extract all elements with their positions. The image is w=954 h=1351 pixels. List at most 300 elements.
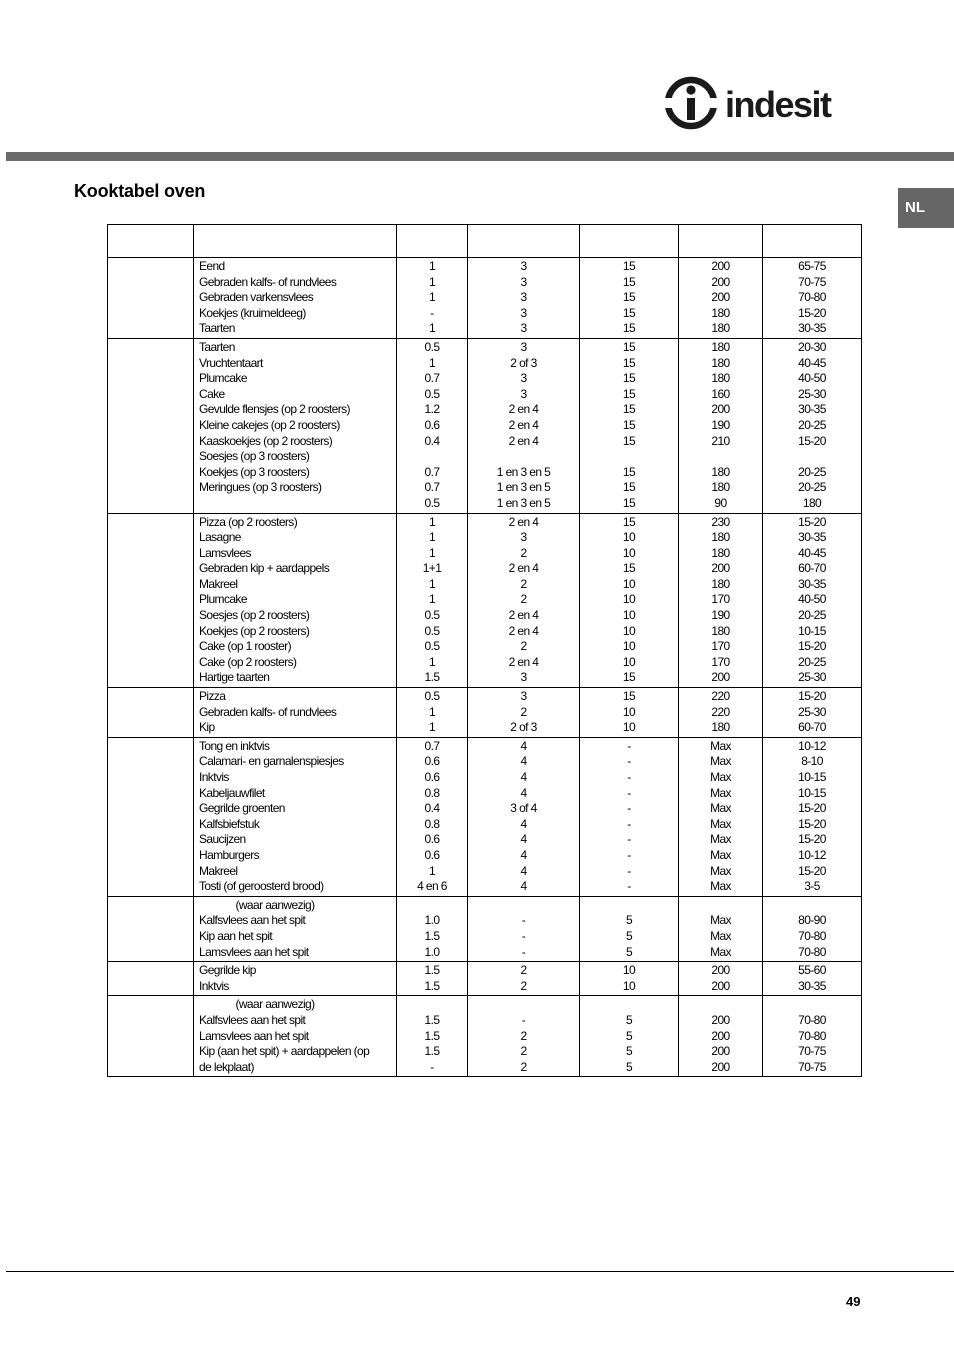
temperature-cell: [679, 996, 763, 1077]
weight-cell: [397, 737, 468, 896]
weight-value: 0.6: [424, 832, 440, 847]
rack-value: 2: [520, 639, 527, 654]
rack-value: 2: [520, 1044, 527, 1059]
time-value: 60-70: [798, 720, 826, 735]
preheat-value: -: [627, 770, 631, 784]
weight-value: 1: [428, 514, 436, 529]
rack-value: 3: [520, 305, 527, 320]
rack-value: 1 en 3 en 5: [496, 464, 551, 479]
preheat-cell: [580, 896, 679, 961]
rack-value: 4: [520, 847, 527, 862]
food-cell: [194, 737, 397, 896]
preheat-value: 15: [622, 402, 636, 417]
preheat-value: 10: [622, 545, 636, 560]
page-number: 49: [846, 1294, 861, 1309]
rack-cell: [468, 513, 580, 688]
food-cell: [194, 513, 397, 688]
temperature-value: 160: [711, 386, 730, 401]
preheat-value: 5: [625, 1044, 633, 1059]
weight-value: 0.6: [424, 754, 440, 769]
food-name: Pizza: [199, 689, 226, 704]
spacer: [397, 997, 467, 1013]
food-cell: [194, 258, 397, 339]
weight-value: 1: [428, 863, 436, 878]
rack-cell: [468, 338, 580, 513]
weight-cell: [397, 996, 468, 1077]
food-name: Cake: [199, 386, 225, 401]
time-value: 30-35: [798, 530, 826, 545]
rack-value: 2: [520, 1059, 527, 1074]
time-cell: [763, 996, 862, 1077]
time-value: 55-60: [798, 963, 826, 978]
temperature-value: 200: [711, 1028, 730, 1043]
food-name: Hartige taarten: [199, 670, 270, 685]
time-value: 70-80: [798, 290, 826, 305]
time-value: 15-20: [798, 689, 826, 704]
time-value: 25-30: [798, 386, 826, 401]
weight-cell: [397, 258, 468, 339]
weight-value: 0.6: [424, 847, 440, 862]
time-value: 40-50: [798, 592, 826, 607]
header-cell: [108, 225, 194, 258]
rack-value: 4: [520, 754, 527, 769]
time-value: 15-20: [798, 433, 826, 448]
temperature-value: 90: [714, 495, 727, 510]
temperature-cell: [679, 896, 763, 961]
preheat-value: 10: [622, 704, 636, 719]
preheat-cell: [580, 338, 679, 513]
temperature-value: 180: [711, 623, 730, 638]
time-value: [763, 449, 861, 465]
table-row: [108, 338, 862, 513]
weight-value: [397, 449, 467, 465]
table-row: [108, 896, 862, 961]
time-value: 30-35: [798, 576, 826, 591]
weight-value: 0.7: [424, 371, 440, 386]
time-cell: [763, 688, 862, 738]
spacer: [763, 997, 861, 1013]
rack-cell: [468, 962, 580, 996]
temperature-value: 210: [711, 433, 730, 448]
rack-value: -: [521, 913, 526, 928]
food-name: Gebraden kip + aardappels: [199, 561, 330, 576]
time-value: 10-15: [798, 785, 826, 800]
time-value: 70-75: [798, 274, 826, 289]
table-row: [108, 258, 862, 339]
food-name: Eend: [199, 259, 225, 273]
rack-value: 2: [520, 963, 527, 978]
rack-value: 4: [520, 785, 527, 800]
weight-value: -: [430, 1059, 434, 1074]
rack-value: 2: [520, 592, 527, 607]
table-header-row: [108, 225, 862, 258]
rack-value: 3: [520, 530, 527, 545]
time-value: 10-12: [798, 738, 826, 753]
weight-value: 1.2: [424, 402, 440, 417]
rack-value: 2: [520, 978, 527, 993]
rack-value: 1 en 3 en 5: [496, 480, 551, 495]
temperature-value: [679, 449, 762, 465]
preheat-value: 15: [622, 321, 636, 336]
preheat-value: -: [627, 847, 631, 862]
preheat-value: 10: [622, 592, 636, 607]
weight-value: 0.4: [424, 433, 440, 448]
food-name: Gebraden kalfs- of rundvlees: [199, 704, 337, 719]
preheat-value: 15: [622, 495, 636, 510]
food-name: de lekplaat): [199, 1059, 254, 1074]
preheat-cell: [580, 737, 679, 896]
temperature-value: 220: [711, 689, 730, 704]
temperature-value: Max: [710, 879, 731, 894]
spacer: [580, 997, 678, 1013]
rack-value: 3: [520, 386, 527, 401]
table-row: [108, 962, 862, 996]
food-name: Calamari- en garnalenspiesjes: [199, 754, 344, 769]
weight-value: 1: [428, 592, 436, 607]
weight-value: 1.5: [424, 928, 440, 943]
preheat-value: 15: [622, 274, 636, 289]
preheat-value: 10: [622, 720, 636, 735]
food-name: Plumcake: [199, 592, 247, 607]
rack-value: [468, 449, 579, 465]
rack-value: 4: [520, 770, 527, 784]
header-cell: [397, 225, 468, 258]
preheat-value: 15: [622, 371, 636, 386]
preheat-value: 10: [622, 963, 636, 978]
time-value: 15-20: [798, 305, 826, 320]
header-cell: [468, 225, 580, 258]
preheat-value: -: [627, 816, 631, 831]
temperature-value: Max: [710, 770, 731, 784]
preheat-value: 15: [622, 339, 636, 354]
food-name: Koekjes (kruimeldeeg): [199, 305, 306, 320]
rack-value: 2 en 4: [508, 608, 539, 623]
rack-value: 2: [520, 576, 527, 591]
weight-value: 4 en 6: [417, 879, 447, 894]
preheat-cell: [580, 688, 679, 738]
mode-cell: [108, 338, 194, 513]
table-row: [108, 996, 862, 1077]
food-name: Kalfsbiefstuk: [199, 816, 260, 831]
rack-value: 4: [520, 738, 527, 753]
time-cell: [763, 737, 862, 896]
temperature-value: 180: [711, 321, 730, 336]
temperature-value: 200: [711, 670, 730, 685]
table-row: [108, 737, 862, 896]
time-value: 70-80: [798, 1012, 826, 1027]
food-name: [194, 496, 396, 512]
mode-cell: [108, 258, 194, 339]
food-name: Saucijzen: [199, 832, 246, 847]
time-value: 15-20: [798, 801, 826, 816]
weight-value: 1: [428, 355, 436, 370]
weight-value: 0.7: [424, 464, 440, 479]
weight-value: 0.8: [424, 785, 440, 800]
cooking-table: [107, 224, 862, 1077]
table-row: [108, 513, 862, 688]
header-cell: [194, 225, 397, 258]
weight-value: 1.5: [424, 1012, 440, 1027]
preheat-value: 15: [622, 417, 636, 432]
rack-value: 2 of 3: [510, 720, 537, 735]
temperature-value: 170: [711, 592, 730, 607]
temperature-value: 200: [711, 978, 730, 993]
food-name: Tosti (of geroosterd brood): [199, 879, 324, 894]
availability-note: (waar aanwezig): [235, 897, 315, 912]
food-name: Soesjes (op 2 roosters): [199, 608, 310, 623]
rack-value: 2 en 4: [508, 402, 539, 417]
weight-value: 0.6: [424, 770, 440, 784]
temperature-value: Max: [710, 928, 731, 943]
time-value: 15-20: [798, 816, 826, 831]
preheat-value: 15: [622, 290, 636, 305]
food-name: Gegrilde groenten: [199, 801, 285, 816]
weight-value: 1.0: [424, 913, 440, 928]
time-cell: [763, 962, 862, 996]
temperature-cell: [679, 513, 763, 688]
food-name: Kaaskoekjes (op 2 roosters): [199, 433, 333, 448]
temperature-cell: [679, 962, 763, 996]
time-value: 20-25: [798, 480, 826, 495]
rack-cell: [468, 896, 580, 961]
mode-cell: [108, 896, 194, 961]
food-name: Kip aan het spit: [199, 928, 273, 943]
temperature-value: Max: [710, 816, 731, 831]
time-value: 40-45: [798, 355, 826, 370]
temperature-value: 200: [711, 963, 730, 978]
food-name: Kabeljauwfilet: [199, 785, 265, 800]
time-cell: [763, 513, 862, 688]
weight-value: 1: [428, 720, 436, 735]
weight-value: 0.6: [424, 417, 440, 432]
rack-value: 4: [520, 879, 527, 894]
preheat-value: 10: [622, 576, 636, 591]
weight-value: 1: [428, 321, 436, 336]
preheat-value: 5: [625, 1012, 633, 1027]
mode-cell: [108, 996, 194, 1077]
weight-value: 0.5: [424, 608, 440, 623]
preheat-cell: [580, 258, 679, 339]
preheat-value: 10: [622, 623, 636, 638]
weight-value: 0.5: [424, 689, 440, 704]
food-cell: [194, 996, 397, 1077]
food-name: Makreel: [199, 576, 238, 591]
temperature-value: Max: [710, 944, 731, 959]
mode-cell: [108, 513, 194, 688]
food-name: Cake (op 2 roosters): [199, 654, 297, 669]
rack-value: 3: [520, 371, 527, 386]
time-value: 30-35: [798, 321, 826, 336]
preheat-value: 15: [622, 386, 636, 401]
spacer: [580, 898, 678, 914]
preheat-value: -: [627, 785, 631, 800]
preheat-value: 15: [622, 480, 636, 495]
preheat-value: 15: [622, 259, 636, 273]
availability-note: (waar aanwezig): [235, 997, 315, 1012]
food-name: Inktvis: [199, 978, 229, 993]
food-name: Gebraden kalfs- of rundvlees: [199, 274, 337, 289]
preheat-value: [580, 449, 678, 465]
rack-value: -: [521, 1012, 526, 1027]
time-value: 20-25: [798, 417, 826, 432]
preheat-value: -: [627, 832, 631, 847]
food-name: Lamsvlees: [199, 545, 251, 560]
weight-cell: [397, 338, 468, 513]
rack-value: 2: [520, 1028, 527, 1043]
time-value: 15-20: [798, 639, 826, 654]
time-value: 25-30: [798, 704, 826, 719]
food-cell: [194, 688, 397, 738]
rack-value: 2 en 4: [508, 433, 539, 448]
weight-value: 0.7: [424, 738, 440, 753]
preheat-value: 15: [622, 670, 636, 685]
time-cell: [763, 338, 862, 513]
weight-value: 0.7: [424, 480, 440, 495]
food-name: Meringues (op 3 roosters): [199, 480, 322, 495]
weight-value: 0.5: [424, 386, 440, 401]
spacer: [679, 898, 762, 914]
weight-value: 1.5: [424, 978, 440, 993]
time-value: 70-80: [798, 928, 826, 943]
preheat-value: 5: [625, 1059, 633, 1074]
weight-value: 1.0: [424, 944, 440, 959]
temperature-value: 200: [711, 1059, 730, 1074]
temperature-value: Max: [710, 754, 731, 769]
header-cell: [580, 225, 679, 258]
temperature-value: 180: [711, 480, 730, 495]
footer-rule: [6, 1271, 954, 1272]
weight-value: 1: [428, 545, 436, 560]
food-name: Plumcake: [199, 371, 247, 386]
temperature-value: 230: [711, 514, 730, 529]
time-value: 80-90: [798, 913, 826, 928]
preheat-value: -: [627, 738, 631, 753]
temperature-value: Max: [710, 801, 731, 816]
mode-cell: [108, 688, 194, 738]
time-value: 60-70: [798, 561, 826, 576]
temperature-value: 180: [711, 339, 730, 354]
time-value: 15-20: [798, 514, 826, 529]
weight-value: 1: [428, 654, 436, 669]
preheat-value: 15: [622, 561, 636, 576]
food-name: Tong en inktvis: [199, 738, 270, 753]
rack-value: 3 of 4: [510, 801, 537, 816]
rack-value: 4: [520, 832, 527, 847]
time-value: 25-30: [798, 670, 826, 685]
food-name: Taarten: [199, 339, 235, 354]
time-value: 65-75: [798, 259, 826, 273]
temperature-value: 220: [711, 704, 730, 719]
food-name: Lamsvlees aan het spit: [199, 944, 309, 959]
time-value: 10-12: [798, 847, 826, 862]
preheat-value: 10: [622, 530, 636, 545]
temperature-cell: [679, 338, 763, 513]
temperature-value: 180: [711, 371, 730, 386]
food-name: Lasagne: [199, 530, 241, 545]
food-name: Makreel: [199, 863, 238, 878]
preheat-value: 15: [622, 514, 636, 529]
weight-cell: [397, 688, 468, 738]
mode-cell: [108, 737, 194, 896]
rack-value: 2 en 4: [508, 623, 539, 638]
time-value: 40-45: [798, 545, 826, 560]
rack-value: 3: [520, 259, 527, 273]
food-cell: [194, 962, 397, 996]
language-tab: NL: [898, 188, 954, 228]
weight-cell: [397, 896, 468, 961]
temperature-cell: [679, 258, 763, 339]
preheat-value: -: [627, 754, 631, 769]
weight-value: 1: [428, 704, 436, 719]
weight-cell: [397, 513, 468, 688]
time-cell: [763, 258, 862, 339]
preheat-value: 5: [625, 1028, 633, 1043]
temperature-value: 200: [711, 1044, 730, 1059]
weight-cell: [397, 962, 468, 996]
preheat-value: 10: [622, 654, 636, 669]
food-name: Koekjes (op 2 roosters): [199, 623, 310, 638]
time-value: 20-25: [798, 654, 826, 669]
preheat-cell: [580, 996, 679, 1077]
temperature-value: Max: [710, 847, 731, 862]
food-name: Gegrilde kip: [199, 963, 256, 978]
time-value: 15-20: [798, 832, 826, 847]
food-name: Pizza (op 2 roosters): [199, 514, 298, 529]
food-cell: [194, 338, 397, 513]
temperature-value: Max: [710, 785, 731, 800]
temperature-value: 180: [711, 576, 730, 591]
rack-value: 2 en 4: [508, 654, 539, 669]
weight-value: 1: [428, 259, 436, 273]
time-value: 20-25: [798, 464, 826, 479]
preheat-value: 10: [622, 978, 636, 993]
time-value: 15-20: [798, 863, 826, 878]
time-value: 70-80: [798, 944, 826, 959]
rack-value: 3: [520, 339, 527, 354]
time-value: 8-10: [801, 754, 823, 769]
spacer: [468, 898, 579, 914]
header-cell: [763, 225, 862, 258]
time-value: 10-15: [798, 770, 826, 784]
spacer: [397, 898, 467, 914]
weight-value: 1+1: [422, 561, 442, 576]
food-name: Gevulde flensjes (op 2 roosters): [199, 402, 350, 417]
rack-value: 2 en 4: [508, 417, 539, 432]
preheat-value: 15: [622, 464, 636, 479]
preheat-value: 15: [622, 689, 636, 704]
time-cell: [763, 896, 862, 961]
weight-value: 1: [428, 576, 436, 591]
rack-value: -: [521, 928, 526, 943]
temperature-value: Max: [710, 738, 731, 753]
temperature-value: 180: [711, 305, 730, 320]
preheat-value: 10: [622, 608, 636, 623]
food-name: Hamburgers: [199, 847, 260, 862]
preheat-value: -: [627, 801, 631, 816]
rack-value: 4: [520, 816, 527, 831]
time-value: 10-15: [798, 623, 826, 638]
rack-value: 2 of 3: [510, 355, 537, 370]
food-name: Kalfsvlees aan het spit: [199, 913, 306, 928]
temperature-value: 180: [711, 530, 730, 545]
rack-value: 3: [520, 689, 527, 704]
weight-value: 0.5: [424, 623, 440, 638]
rack-value: 3: [520, 274, 527, 289]
weight-value: 1: [428, 530, 436, 545]
temperature-value: 180: [711, 464, 730, 479]
food-cell: [194, 896, 397, 961]
rack-cell: [468, 737, 580, 896]
